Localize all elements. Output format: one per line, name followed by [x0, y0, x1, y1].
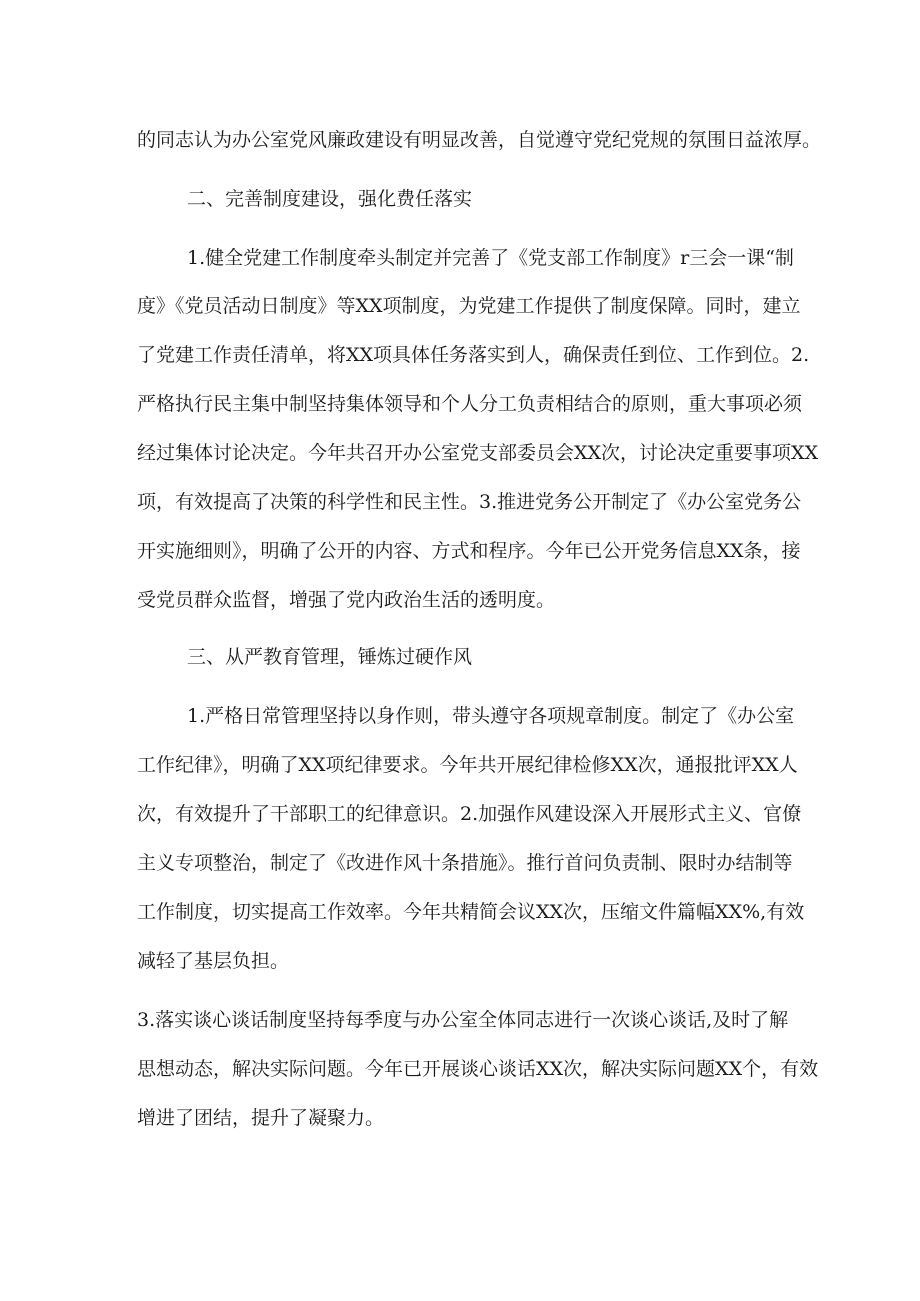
- paragraph-line: 减轻了基层负担。: [137, 950, 290, 972]
- paragraph-line: 工作制度，切实提高工作效率。今年共精简会议XX次，压缩文件篇幅XX%,有效: [137, 901, 805, 923]
- paragraph-line: 1.严格日常管理坚持以身作则，带头遵守各项规章制度。制定了《办公室: [187, 705, 795, 727]
- section-heading-3: 三、从严教育管理，锤炼过硬作风: [187, 646, 473, 668]
- paragraph-line: 受党员群众监督，增强了党内政治生活的透明度。: [137, 589, 556, 611]
- paragraph-line: 次，有效提升了干部职工的纪律意识。2.加强作风建设深入开展形式主义、官僚: [137, 803, 802, 825]
- paragraph-line: 了党建工作责任清单，将XX项具体任务落实到人，确保责任到位、工作到位。2.: [137, 344, 810, 366]
- paragraph-line: 增进了团结，提升了凝聚力。: [137, 1107, 385, 1129]
- paragraph-line: 3.落实谈心谈话制度坚持每季度与办公室全体同志进行一次谈心谈话,及时了解: [137, 1009, 789, 1031]
- section-heading-2: 二、完善制度建设，强化费任落实: [187, 188, 473, 210]
- paragraph-line: 项，有效提高了决策的科学性和民主性。3.推进党务公开制定了《办公室党务公: [137, 491, 802, 513]
- paragraph-line: 的同志认为办公室党风廉政建设有明显改善，自觉遵守党纪党规的氛围日益浓厚。: [137, 129, 822, 151]
- paragraph-line: 工作纪律》，明确了XX项纪律要求。今年共开展纪律检修XX次，通报批评XX人: [137, 754, 798, 776]
- paragraph-line: 度》《党员活动日制度》等XX项制度，为党建工作提供了制度保障。同时，建立: [137, 295, 801, 317]
- paragraph-line: 1.健全党建工作制度牵头制定并完善了《党支部工作制度》r三会一课“制: [187, 247, 794, 269]
- paragraph-line: 经过集体讨论决定。今年共召开办公室党支部委员会XX次，讨论决定重要事项XX: [137, 442, 819, 464]
- paragraph-line: 思想动态，解决实际问题。今年已开展谈心谈话XX次，解决实际问题XX个，有效: [137, 1058, 819, 1080]
- paragraph-line: 主义专项整治，制定了《改进作风十条措施》。推行首问负责制、限时办结制等: [137, 852, 793, 874]
- paragraph-line: 开实施细则》，明确了公开的内容、方式和程序。今年已公开党务信息XX条，接: [137, 540, 801, 562]
- paragraph-line: 严格执行民主集中制坚持集体领导和个人分工负责相结合的原则，重大事项必须: [137, 393, 803, 415]
